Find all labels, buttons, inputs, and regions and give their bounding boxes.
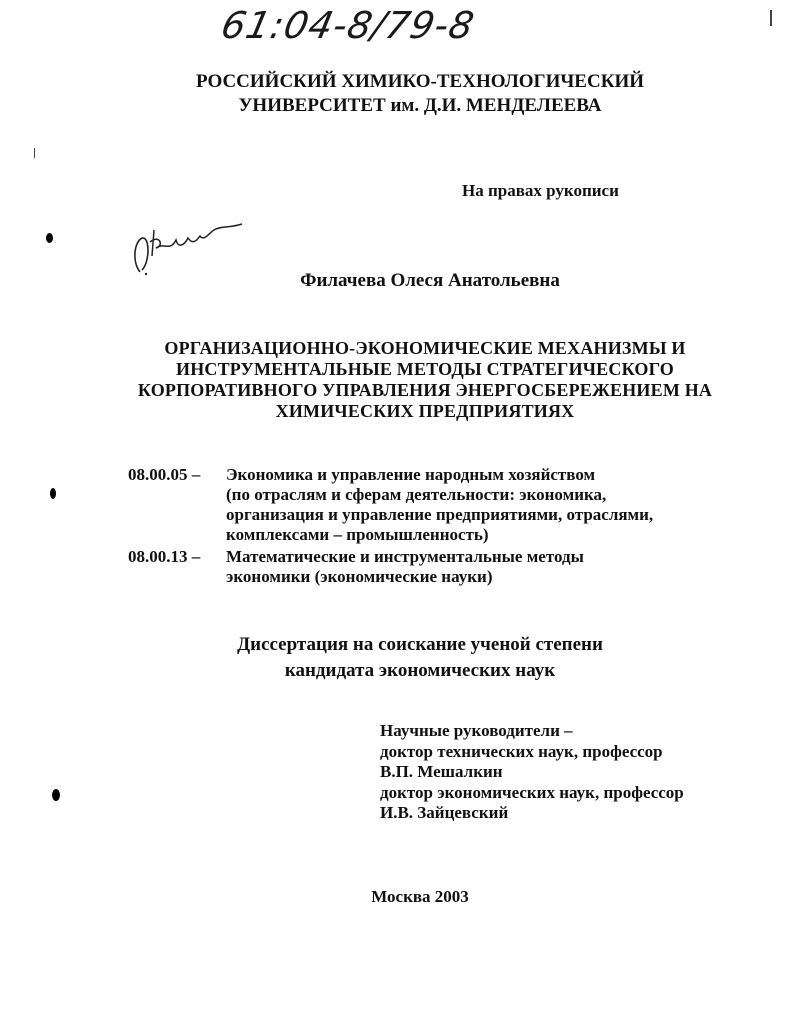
- scan-mark: [34, 148, 35, 158]
- degree-statement: [120, 632, 720, 684]
- university-line-1: РОССИЙСКИЙ ХИМИКО-ТЕХНОЛОГИЧЕСКИЙ: [195, 71, 645, 92]
- advisor-line: И.В. Зайцевский: [380, 803, 509, 822]
- scan-mark: [46, 233, 53, 243]
- title-line: ХИМИЧЕСКИХ ПРЕДПРИЯТИЯХ: [275, 401, 575, 421]
- university-line-2: УНИВЕРСИТЕТ им. Д.И. МЕНДЕЛЕЕВА: [238, 95, 602, 116]
- scan-mark: [50, 488, 56, 499]
- specialty-line: Математические и инструментальные методы: [226, 547, 584, 566]
- scientific-advisors: [380, 721, 684, 824]
- manuscript-note: На правах рукописи: [462, 181, 619, 200]
- degree-line-2: кандидата экономических наук: [284, 660, 556, 681]
- specialty-line: Экономика и управление народным хозяйством: [226, 465, 596, 484]
- city-year: Москва 2003: [371, 887, 469, 906]
- specialty-line: организация и управление предприятиями, отраслями,: [226, 505, 654, 524]
- title-line: КОРПОРАТИВНОГО УПРАВЛЕНИЯ ЭНЕРГОСБЕРЕЖЕНИЕМ НА: [137, 380, 713, 400]
- advisor-line: В.П. Мешалкин: [380, 762, 503, 781]
- specialty-line: (по отраслям и сферам деятельности: экономика,: [226, 485, 607, 504]
- specialty-line: комплексами – промышленность): [226, 525, 489, 544]
- advisor-line: доктор технических наук, профессор: [380, 741, 663, 761]
- specialty-code: 08.00.05 –: [128, 465, 201, 484]
- specialty-description: [226, 547, 692, 587]
- title-line: ИНСТРУМЕНТАЛЬНЫЕ МЕТОДЫ СТРАТЕГИЧЕСКОГО: [176, 359, 674, 379]
- title-line: ОРГАНИЗАЦИОННО-ЭКОНОМИЧЕСКИЕ МЕХАНИЗМЫ И: [164, 338, 686, 358]
- university-name: [100, 70, 740, 118]
- advisors-heading: Научные руководители –: [380, 721, 573, 740]
- scan-mark: [770, 10, 772, 26]
- scan-mark: [52, 789, 60, 801]
- specialty-line: экономики (экономические науки): [226, 567, 493, 586]
- advisor-line: доктор экономических наук, профессор: [380, 782, 684, 802]
- specialty-description: [226, 465, 692, 545]
- author-name: Филачева Олеся Анатольевна: [300, 270, 560, 291]
- dissertation-title: [100, 338, 750, 422]
- degree-line-1: Диссертация на соискание ученой степени: [237, 634, 603, 655]
- archive-code: 61:04-8/79-8: [217, 4, 479, 47]
- specialty-code: 08.00.13 –: [128, 547, 201, 566]
